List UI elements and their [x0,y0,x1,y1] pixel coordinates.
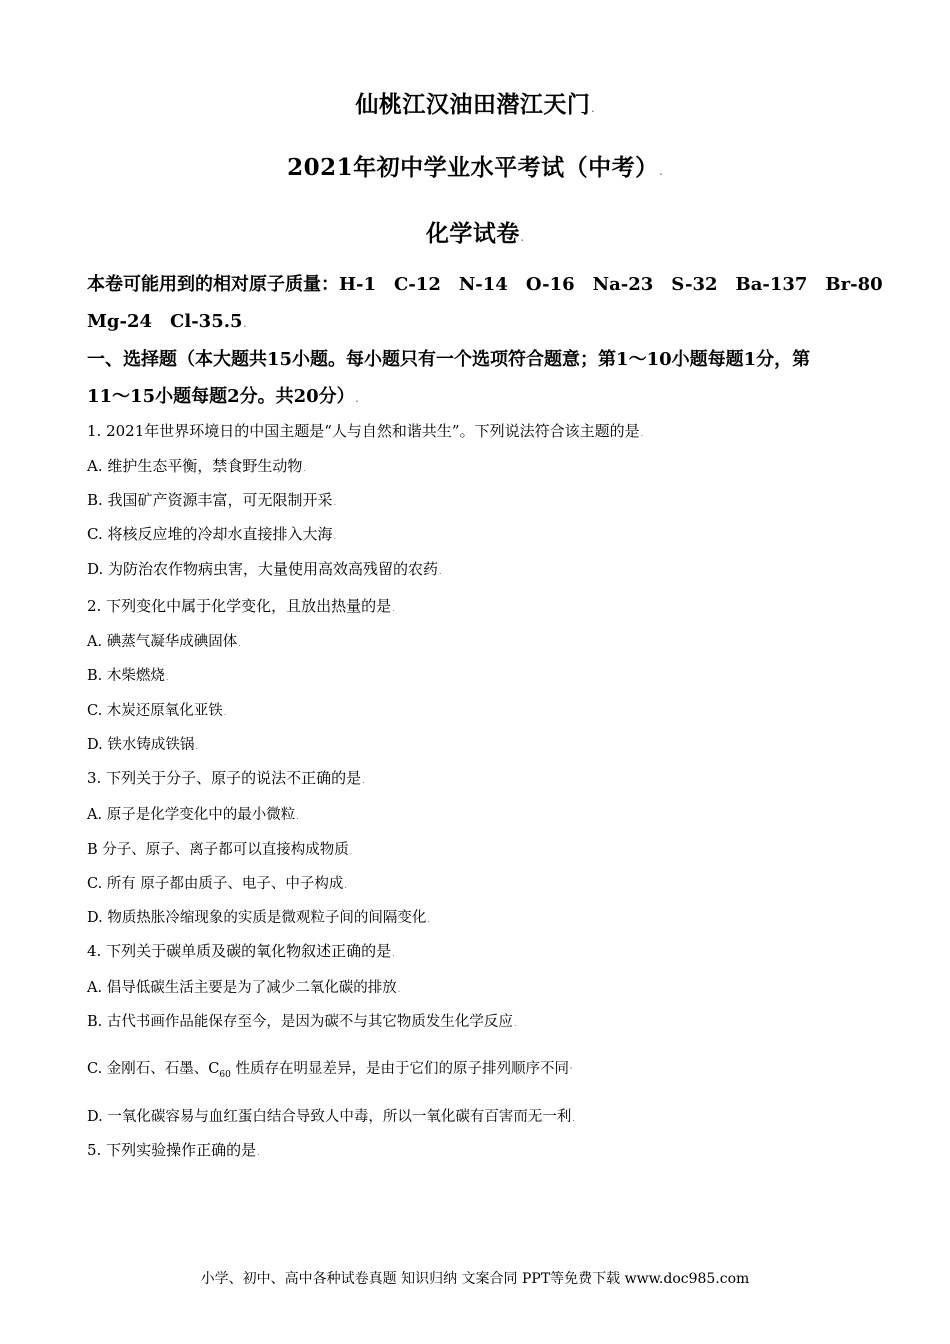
atomic-mass-line-1: 本卷可能用到的相对原子质量：H-1 C-12 N-14 O-16 Na-23 S-32 Ba-137 Br-80 [87,274,883,295]
question-4-option-d: D. 一氧化碳容易与血红蛋白结合导致人中毒，所以一氧化碳有百害而无一利. [87,1109,575,1125]
question-1-option-d: D. 为防治农作物病虫害，大量使用高效高残留的农药. [87,560,442,578]
section-heading-line-2: 11～15小题每题2分。共20分）. [87,386,359,407]
section-heading-line-1: 一、选择题（本大题共15小题。每小题只有一个选项符合题意；第1～10小题每题1分，第 [87,349,811,370]
question-3-option-c: C. 所有 原子都由质子、电子、中子构成. [87,876,347,892]
question-4-option-c: C. 金刚石、石墨、$C_{60}$ 性质存在明显差异，是由于它们的原子排列顺序不同' [87,1061,573,1080]
question-3-option-b: B 分子、原子、离子都可以直接构成物质. [87,842,353,858]
question-4-option-b: B. 古代书画作品能保存至今，是因为碳不与其它物质发生化学反应. [87,1014,517,1030]
subscript-60: 60 [219,1069,231,1080]
question-3-option-a: A. 原子是化学变化中的最小微粒. [87,807,299,823]
exam-year-title: 2021年初中学业水平考试（中考）. [287,154,663,181]
question-2-option-a: A. 碘蒸气凝华成碘固体. [87,634,241,650]
question-2-option-c: C. 木炭还原氧化亚铁. [87,703,227,719]
question-3-option-d: D. 物质热胀冷缩现象的实质是微观粒子间的间隔变化. [87,910,430,926]
atomic-mass-line-2: Mg-24 Cl-35.5. [87,311,247,332]
question-1-option-b: B. 我国矿产资源丰富，可无限制开采. [87,491,337,509]
question-5-stem: 5. 下列实验操作正确的是. [87,1141,260,1159]
question-1-stem: 1. 2021年世界环境日的中国主题是“人与自然和谐共生”。下列说法符合该主题的是. [87,422,644,440]
question-4-option-a: A. 倡导低碳生活主要是为了减少二氧化碳的排放. [87,980,401,996]
question-2-option-d: D. 铁水铸成铁锅. [87,737,198,753]
question-4-stem: 4. 下列关于碳单质及碳的氧化物叙述正确的是. [87,942,395,960]
exam-subject-title: 化学试卷. [425,220,525,247]
question-2-option-b: B. 木柴燃烧. [87,668,169,684]
question-1-option-c: C. 将核反应堆的冷却水直接排入大海. [87,525,337,543]
question-1-option-a: A. 维护生态平衡，禁食野生动物. [87,457,306,475]
question-3-stem: 3. 下列关于分子、原子的说法不正确的是. [87,769,365,787]
exam-region-title: 仙桃江汉油田潜江天门. [355,91,595,118]
footer-watermark: 小学、初中、高中各种试卷真题 知识归纳 文案合同 PPT等免费下载 www.doc985.com [200,1271,750,1287]
question-2-stem: 2. 下列变化中属于化学变化，且放出热量的是. [87,597,395,615]
